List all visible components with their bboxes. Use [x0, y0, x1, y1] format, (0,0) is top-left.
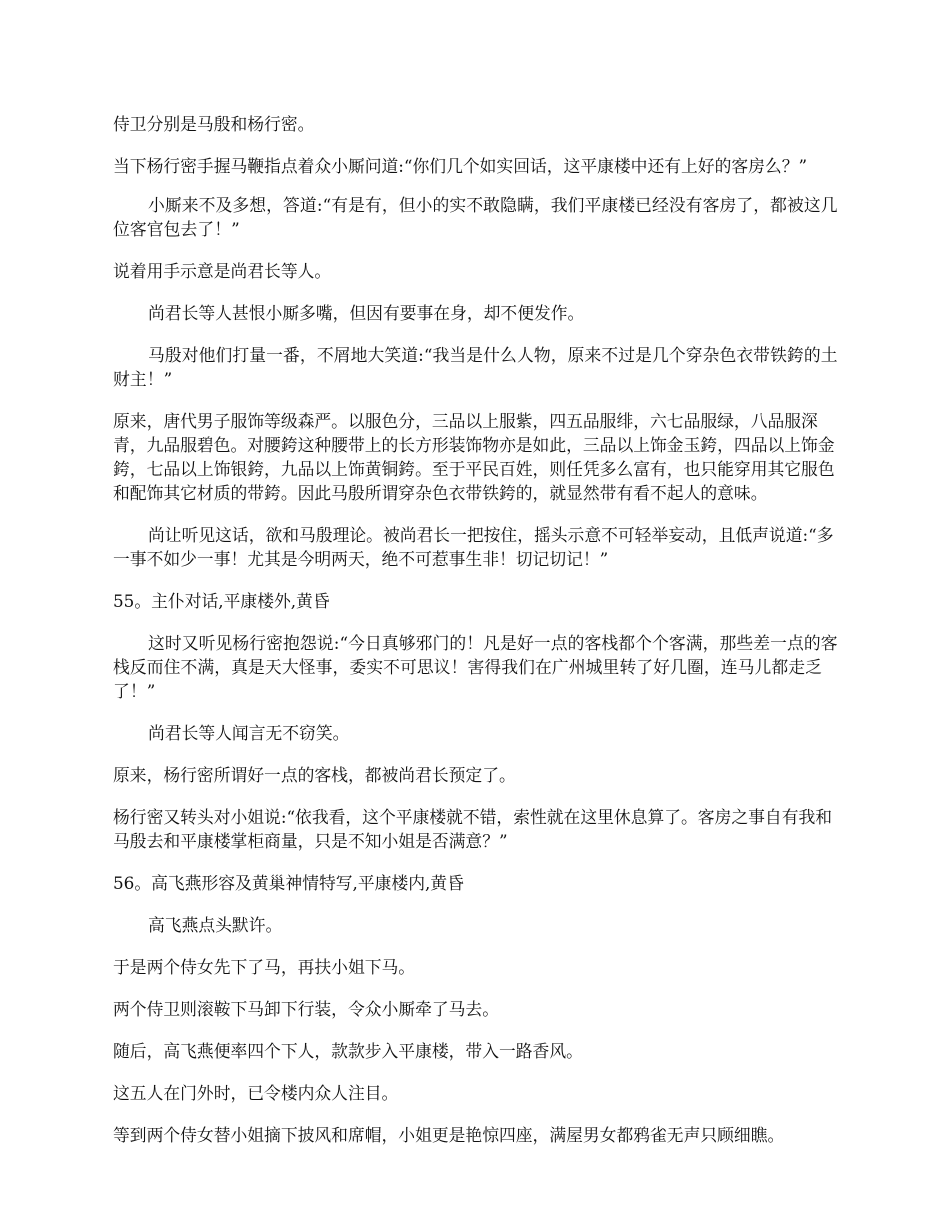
paragraph: 说着用手示意是尚君长等人。	[113, 261, 332, 281]
paragraph: 于是两个侍女先下了马，再扶小姐下马。	[113, 957, 416, 977]
paragraph: 这五人在门外时，已令楼内众人注目。	[113, 1083, 399, 1103]
paragraph: 尚让听见这话，欲和马殷理论。被尚君长一把按住，摇头示意不可轻举妄动，且低声说道:“多一事不如少一事！尤其是今明两天，绝不可惹事生非！切记切记！”	[113, 525, 834, 569]
paragraph: 两个侍卫则滚鞍下马卸下行装，令众小厮牵了马去。	[113, 999, 499, 1019]
paragraph: 原来，杨行密所谓好一点的客栈，都被尚君长预定了。	[113, 765, 516, 785]
paragraph: 当下杨行密手握马鞭指点着众小厮问道:“你们几个如实回话，这平康楼中还有上好的客房么？”	[113, 156, 808, 176]
scene-heading: 56。高飞燕形容及黄巢神情特写,平康楼内,黄昏	[113, 873, 464, 893]
paragraph: 等到两个侍女替小姐摘下披风和席帽，小姐更是艳惊四座，满屋男女都鸦雀无声只顾细瞧。	[113, 1125, 785, 1145]
paragraph: 尚君长等人甚恨小厮多嘴，但因有要事在身，却不便发作。	[148, 303, 585, 323]
paragraph: 高飞燕点头默许。	[148, 915, 283, 935]
paragraph: 随后，高飞燕便率四个下人，款款步入平康楼，带入一路香风。	[113, 1041, 583, 1061]
paragraph: 尚君长等人闻言无不窃笑。	[148, 723, 350, 743]
scene-heading: 55。主仆对话,平康楼外,黄昏	[113, 591, 330, 611]
paragraph: 侍卫分别是马殷和杨行密。	[113, 114, 315, 134]
dialogue-paragraph: 这时又听见杨行密抱怨说:“今日真够邪门的！凡是好一点的客栈都个个客满，那些差一点的客栈反而住不满，真是天大怪事，委实不可思议！害得我们在广州城里转了好几圈，连马儿都走乏了！”	[113, 633, 838, 701]
dialogue-paragraph: 小厮来不及多想，答道:“有是有，但小的实不敢隐瞒，我们平康楼已经没有客房了，都被这几位客官包去了！”	[113, 195, 838, 239]
paragraph: 原来，唐代男子服饰等级森严。以服色分，三品以上服紫，四五品服绯，六七品服绿，八品服深青，九品服碧色。对腰銙这种腰带上的长方形装饰物亦是如此，三品以上饰金玉銙，四品以上饰金銙，七品以上饰银銙，九品以上饰黄铜銙。至于平民百姓，则任凭多么富有，也只能穿用其它服色和配饰其它材质的带銙。因此马殷所谓穿杂色衣带铁銙的，就显然带有看不起人的意味。	[113, 411, 835, 503]
dialogue-paragraph: 马殷对他们打量一番，不屑地大笑道:“我当是什么人物，原来不过是几个穿杂色衣带铁銙的土财主！”	[113, 345, 838, 389]
paragraph: 杨行密又转头对小姐说:“依我看，这个平康楼就不错，索性就在这里休息算了。客房之事自有我和马殷去和平康楼掌柜商量，只是不知小姐是否满意？”	[113, 807, 833, 851]
